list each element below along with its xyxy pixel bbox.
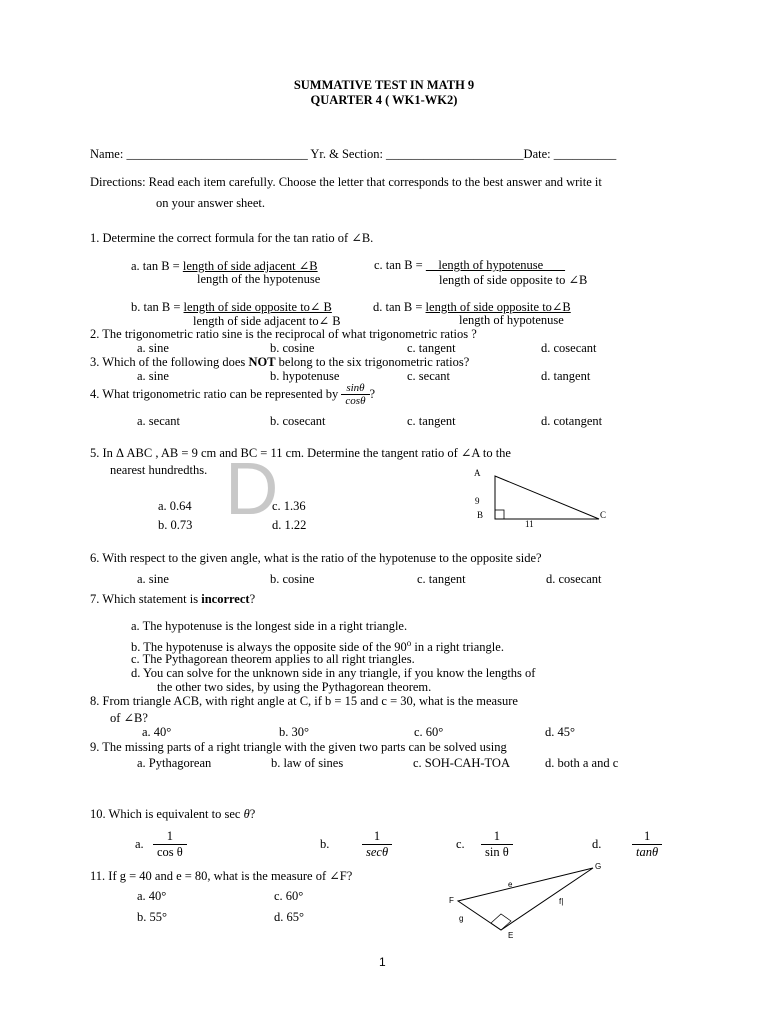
q10-option-c-fraction: $\frac{1}{\text{sin θ}}$ [481,829,513,860]
side-bc-label: 11 [525,519,534,529]
q10-option-a-label: a. [135,837,144,851]
q11-option-c: c. 60° [274,889,304,903]
vertex-f-label: F [449,896,454,905]
q6-option-a: a. sine [137,572,169,586]
q2-option-b: b. cosine [270,341,315,355]
q6-option-c: c. tangent [417,572,466,586]
q7-statement-d-line-1: d. You can solve for the unknown side in any triangle, if you know the lengths of [131,666,536,680]
q6-option-d: d. cosecant [546,572,602,586]
name-line: Name: _____________________________ Yr. & Section: ______________________Date: __________ [90,147,617,161]
q11-option-a: a. 40° [137,889,167,903]
q2-option-d: d. cosecant [541,341,597,355]
q3-option-c: c. secant [407,369,451,383]
q7-statement-b: b. The hypotenuse is always the opposite side of the 90$^o$ in a right triangle. [131,638,504,655]
q3-option-b: b. hypotenuse [270,369,340,383]
q10-stem: 10. Which is equivalent to sec θ? [90,807,256,821]
q5-option-c: c. 1.36 [272,499,306,513]
directions-line-2: on your answer sheet. [156,196,265,210]
q9-option-d: d. both a and c [545,756,619,770]
side-e-label: e [508,880,513,889]
q8-option-b: b. 30° [279,725,309,739]
q8-option-a: a. 40° [142,725,172,739]
side-ab-label: 9 [475,496,480,506]
q6-stem: 6. With respect to the given angle, what is the ratio of the hypotenuse to the opposite side? [90,551,542,565]
q8-stem-line-1: 8. From triangle ACB, with right angle at C, if b = 15 and c = 30, what is the measure [90,694,518,708]
q7-statement-d-line-2: the other two sides, by using the Pythagorean theorem. [157,680,432,694]
q1-option-b-denominator: length of side adjacent to∠ B [193,314,341,328]
vertex-g-label: G [595,862,602,871]
vertex-b-label: B [477,510,484,520]
q10-option-d-fraction: $\frac{1}{\tan\theta}$ [632,829,662,860]
vertex-a-label: A [474,468,481,478]
q7-statement-c: c. The Pythagorean theorem applies to all right triangles. [131,652,415,666]
q4-option-b: b. cosecant [270,414,326,428]
q1-option-a: a. tan B = length of side adjacent ∠B [131,259,318,273]
q10-option-c-label: c. [456,837,465,851]
side-g-label: g [459,914,464,923]
letter-d-watermark: D [225,447,279,530]
q11-option-b: b. 55° [137,910,167,924]
q6-option-b: b. cosine [270,572,315,586]
q10-option-d-label: d. [592,837,602,851]
page-number: 1 [379,955,386,969]
q11-stem: 11. If g = 40 and e = 80, what is the measure of ∠F? [90,869,353,883]
q1-option-a-denominator: length of the hypotenuse [197,272,321,286]
title-line-2: QUARTER 4 ( WK1-WK2) [310,93,458,107]
q9-option-c: c. SOH-CAH-TOA [413,756,510,770]
q4-option-d: d. cotangent [541,414,603,428]
q5-option-b: b. 0.73 [158,518,193,532]
q8-option-c: c. 60° [414,725,444,739]
q5-triangle-figure [468,462,613,532]
q4-option-a: a. secant [137,414,181,428]
q10-option-a-fraction: $\frac{1}{\text{cos θ}}$ [153,829,187,860]
title-line-1: SUMMATIVE TEST IN MATH 9 [293,78,475,92]
q10-option-b-label: b. [320,837,330,851]
directions-line-1: Directions: Read each item carefully. Choose the letter that corresponds to the best answer and write it [90,175,602,189]
q5-option-a: a. 0.64 [158,499,192,513]
q9-option-b: b. law of sines [271,756,344,770]
q1-option-d-denominator: length of hypotenuse [459,313,564,327]
q5-option-d: d. 1.22 [272,518,307,532]
q11-triangle-figure [445,858,610,943]
q2-option-c: c. tangent [407,341,456,355]
q4-fraction: $\frac{\sin\theta}{\cos\theta}$ [341,382,369,407]
q2-option-a: a. sine [137,341,169,355]
vertex-e-label: E [508,931,514,940]
q1-option-d: d. tan B = length of side opposite to∠B [373,300,571,314]
q1-option-b: b. tan B = length of side opposite to∠ B [131,300,332,314]
q8-stem-line-2: of ∠B? [110,711,148,725]
vertex-c-label: C [600,510,607,520]
q5-stem-line-1: 5. In Δ ABC , AB = 9 cm and BC = 11 cm. Determine the tangent ratio of ∠A to the [90,446,511,460]
q4-option-c: c. tangent [407,414,456,428]
q9-option-a: a. Pythagorean [137,756,212,770]
q3-option-a: a. sine [137,369,169,383]
q8-option-d: d. 45° [545,725,575,739]
q9-stem: 9. The missing parts of a right triangle with the given two parts can be solved using [90,740,507,754]
q1-option-c-denominator: length of side opposite to ∠B [439,273,588,287]
q10-option-b-fraction: 1 secθ [362,829,392,860]
q3-stem: 3. Which of the following does NOT belong to the six trigonometric ratios? [90,355,470,369]
q1-stem: 1. Determine the correct formula for the tan ratio of ∠B. [90,231,374,245]
q1-option-c: c. tan B = length of hypotenuse [374,258,566,272]
q7-stem: 7. Which statement is incorrect? [90,592,256,606]
q7-statement-a: a. The hypotenuse is the longest side in a right triangle. [131,619,408,633]
side-f-label: f| [559,897,564,906]
q4-stem: 4. What trigonometric ratio can be represented by $\frac{\sin\theta}{\cos\theta}$ ? [90,382,376,407]
q2-stem: 2. The trigonometric ratio sine is the reciprocal of what trigonometric ratios ? [90,327,477,341]
q3-option-d: d. tangent [541,369,591,383]
q11-option-d: d. 65° [274,910,304,924]
q5-stem-line-2: nearest hundredths. [110,463,208,477]
